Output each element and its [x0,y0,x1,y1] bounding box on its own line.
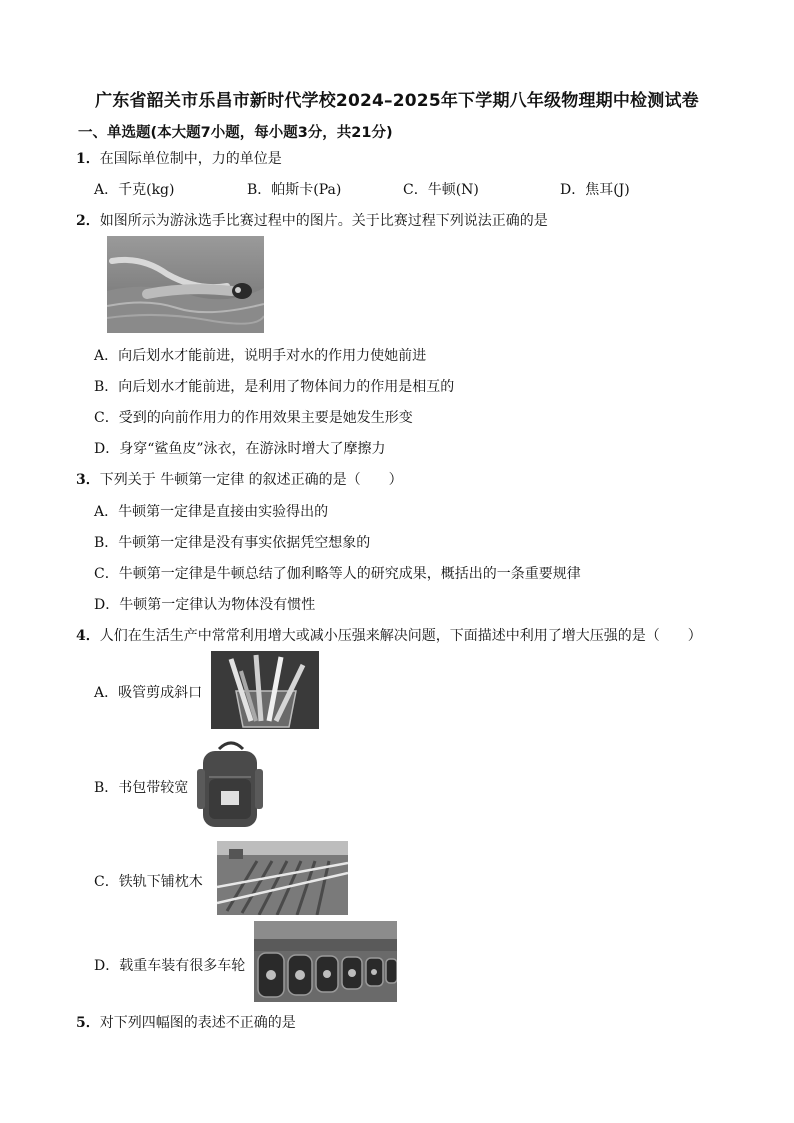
question-4 [76,625,702,645]
straws-image [211,651,319,729]
question-stem: 在国际单位制中，力的单位是 [99,151,282,167]
option-b: B．帕斯卡(Pa) [247,182,342,198]
question-stem: 对下列四幅图的表述不正确的是 [99,1015,296,1031]
option-d: D．载重车装有很多车轮 [94,958,246,974]
option-d: D．身穿“鲨鱼皮”泳衣，在游泳时增大了摩擦力 [94,441,386,457]
question-number: 5． [76,1015,100,1031]
option-c: C．牛顿(N) [403,182,479,198]
backpack-image [193,739,269,832]
question-stem: 如图所示为游泳选手比赛过程中的图片。关于比赛过程下列说法正确的是 [99,213,548,229]
option-b: B．向后划水才能前进，是利用了物体间力的作用是相互的 [94,379,455,395]
question-5 [76,1012,296,1032]
option-c: C．铁轨下铺枕木 [94,874,203,890]
question-number: 1． [76,151,100,167]
railway-image [217,841,348,915]
option-a: A．千克(kg) [94,182,175,198]
option-c: C．受到的向前作用力的作用效果主要是她发生形变 [94,410,413,426]
question-2 [76,210,548,230]
question-3 [76,469,403,489]
option-b: B．牛顿第一定律是没有事实依据凭空想象的 [94,535,371,551]
option-a: A．吸管剪成斜口 [94,685,203,701]
option-a: A．牛顿第一定律是直接由实验得出的 [94,504,329,520]
question-stem: 人们在生活生产中常常利用增大或减小压强来解决问题，下面描述中利用了增大压强的是（ ） [99,628,702,644]
swimmer-image [107,236,264,333]
question-number: 3． [76,472,100,488]
truck-image [254,921,397,1002]
question-stem: 下列关于 牛顿第一定律 的叙述正确的是（ ） [99,472,403,488]
question-number: 4． [76,628,100,644]
section-heading: 一、单选题(本大题7小题，每小题3分，共21分) [78,125,393,141]
question-1 [76,148,282,168]
option-b: B．书包带较宽 [94,780,189,796]
exam-title: 广东省韶关市乐昌市新时代学校2024–2025年下学期八年级物理期中检测试卷 [95,91,699,111]
option-d: D．牛顿第一定律认为物体没有惯性 [94,597,316,613]
option-d: D．焦耳(J) [560,182,630,198]
option-c: C．牛顿第一定律是牛顿总结了伽利略等人的研究成果，概括出的一条重要规律 [94,566,581,582]
option-a: A．向后划水才能前进，说明手对水的作用力使她前进 [94,348,427,364]
question-number: 2． [76,213,100,229]
